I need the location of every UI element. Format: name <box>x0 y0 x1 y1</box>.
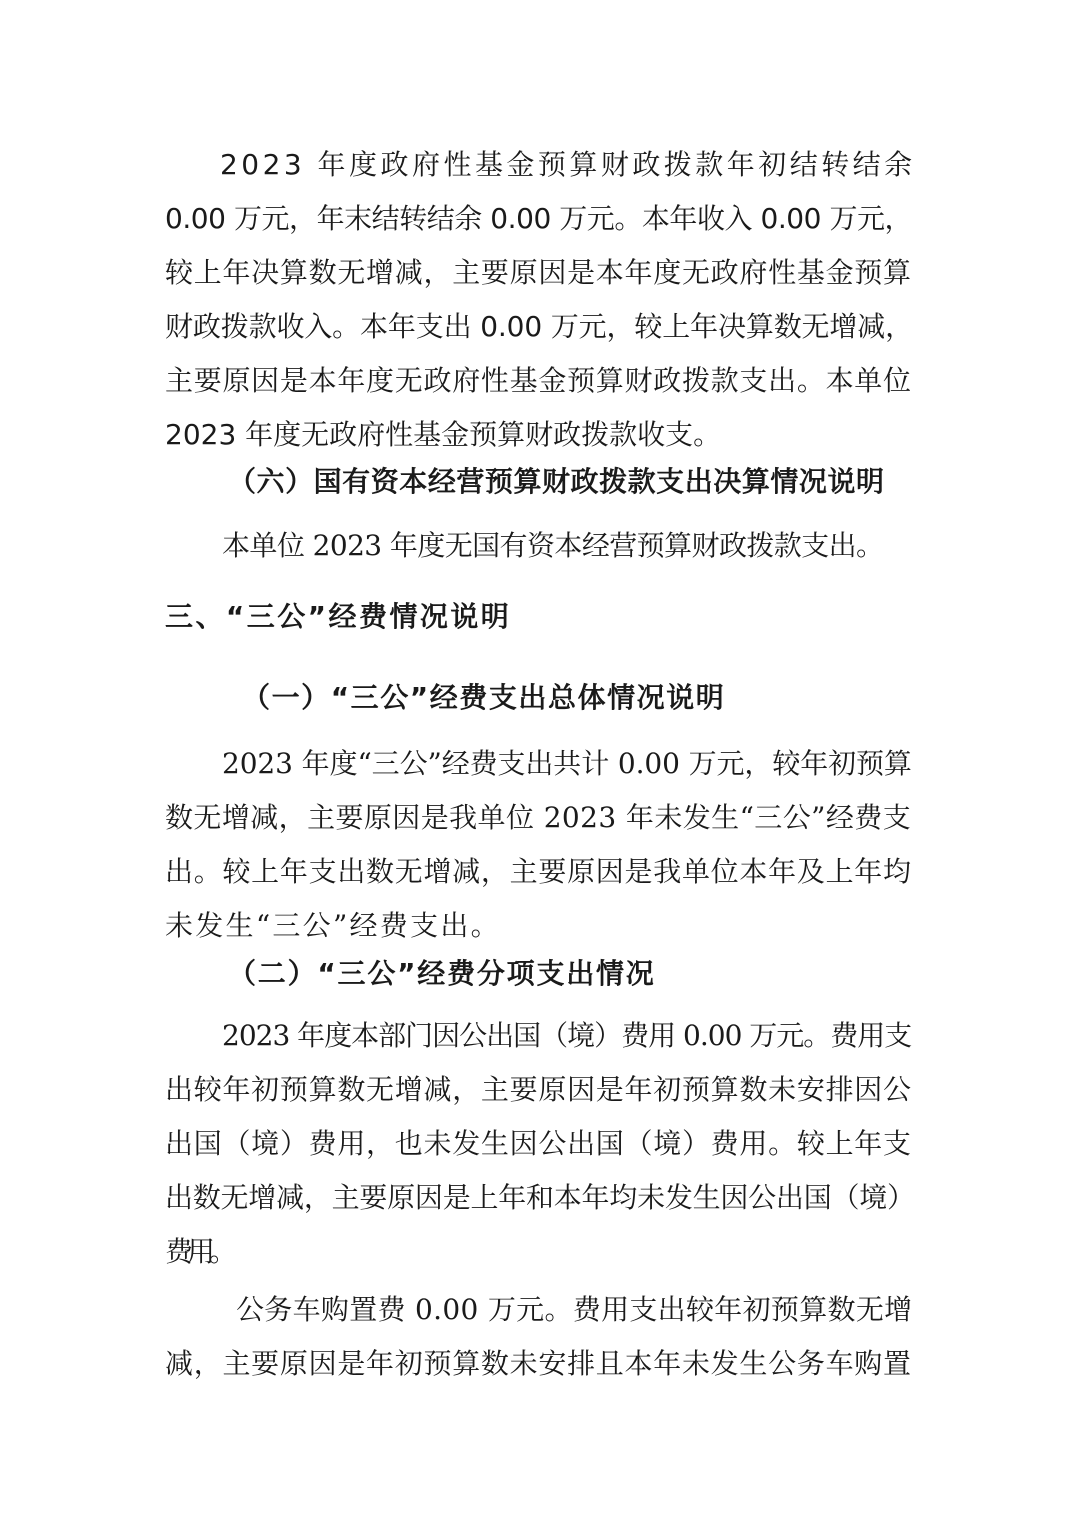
paragraph-line: 0.00 万元，年末结转结余 0.00 万元。本年收入 0.00 万元， <box>165 202 913 235</box>
paragraph-line: 出国（境）费用，也未发生因公出国（境）费用。较上年支 <box>165 1127 912 1160</box>
paragraph-line: 公务车购置费 0.00 万元。费用支出较年初预算数无增 <box>236 1293 913 1326</box>
section-heading: （二）“三公”经费分项支出情况 <box>228 957 656 990</box>
paragraph-line: 较上年决算数无增减，主要原因是本年度无政府性基金预算 <box>165 256 912 289</box>
section-heading: （六）国有资本经营预算财政拨款支出决算情况说明 <box>228 465 885 498</box>
paragraph-line: 未发生“三公”经费支出。 <box>165 909 501 942</box>
paragraph-line: 数无增减，主要原因是我单位 2023 年未发生“三公”经费支 <box>165 801 912 834</box>
paragraph-line: 2023 年度本部门因公出国（境）费用 0.00 万元。费用支 <box>222 1019 912 1052</box>
chapter-heading: 三、“三公”经费情况说明 <box>165 600 512 633</box>
paragraph-line: 2023 年度无政府性基金预算财政拨款收支。 <box>165 418 722 451</box>
paragraph-line: 2023 年度“三公”经费支出共计 0.00 万元，较年初预算 <box>222 747 912 780</box>
paragraph-line: 财政拨款收入。本年支出 0.00 万元，较上年决算数无增减， <box>165 310 914 343</box>
section-heading: （一）“三公”经费支出总体情况说明 <box>242 681 726 714</box>
paragraph-line: 2023 年度政府性基金预算财政拨款年初结转结余 <box>220 148 916 181</box>
paragraph-line: 本单位 2023 年度无国有资本经营预算财政拨款支出。 <box>222 529 884 562</box>
paragraph-line: 主要原因是本年度无政府性基金预算财政拨款支出。本单位 <box>165 364 912 397</box>
paragraph-line: 减，主要原因是年初预算数未安排且本年未发生公务车购置 <box>165 1347 912 1380</box>
paragraph-line: 出较年初预算数无增减，主要原因是年初预算数未安排因公 <box>165 1073 912 1106</box>
paragraph-line: 出。较上年支出数无增减，主要原因是我单位本年及上年均 <box>165 855 912 888</box>
paragraph-line: 费用。 <box>165 1235 232 1268</box>
paragraph-line: 出数无增减，主要原因是上年和本年均未发生因公出国（境） <box>165 1181 915 1214</box>
